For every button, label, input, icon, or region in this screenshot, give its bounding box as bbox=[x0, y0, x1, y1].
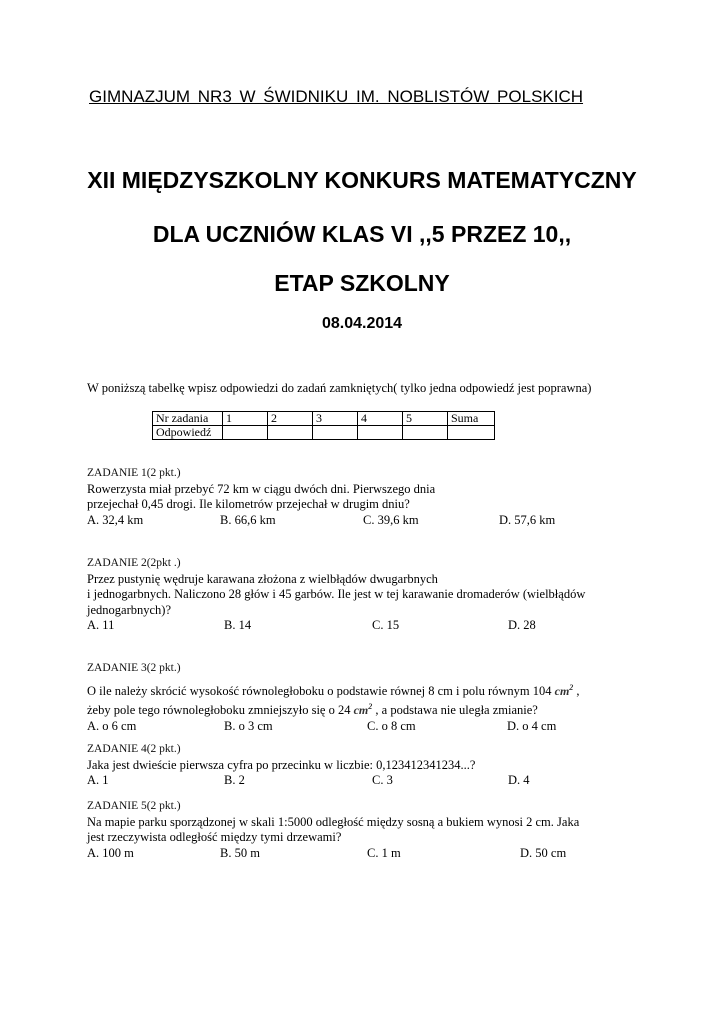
table-row bbox=[153, 426, 495, 440]
sum-cell[interactable] bbox=[448, 426, 495, 440]
answer-cell[interactable] bbox=[403, 426, 448, 440]
answer-cell[interactable] bbox=[358, 426, 403, 440]
option-b: B. 14 bbox=[224, 618, 252, 632]
unit-exponent: 2 bbox=[569, 682, 574, 692]
task-text-line: jest rzeczywista odległość między tymi drzewami? bbox=[87, 830, 342, 844]
task-number-cell: 1 bbox=[223, 412, 268, 426]
task-text-line: przejechał 0,45 drogi. Ile kilometrów przejechał w drugim dniu? bbox=[87, 497, 410, 511]
task-1 bbox=[87, 466, 647, 528]
task-number-cell: 5 bbox=[403, 412, 448, 426]
task-header: ZADANIE 5(2 pkt.) bbox=[87, 800, 181, 812]
task-header: ZADANIE 2(2pkt .) bbox=[87, 557, 181, 569]
unit-text: cm bbox=[353, 703, 369, 717]
task-header: ZADANIE 1(2 pkt.) bbox=[87, 467, 181, 479]
sum-header-cell: Suma bbox=[448, 412, 495, 426]
option-b: B. 66,6 km bbox=[220, 512, 276, 527]
answer-options bbox=[87, 846, 647, 862]
task-text-line: Rowerzysta miał przebyć 72 km w ciągu dwóch dni. Pierwszego dnia bbox=[87, 481, 436, 496]
task-text-line bbox=[87, 699, 647, 719]
option-c: C. 15 bbox=[372, 618, 400, 632]
task-text-line bbox=[87, 680, 647, 700]
task-text: , a podstawa nie uległa zmianie? bbox=[372, 703, 538, 717]
option-d: D. o 4 cm bbox=[507, 718, 557, 733]
answer-options bbox=[87, 618, 647, 634]
contest-title: XII MIĘDZYSZKOLNY KONKURS MATEMATYCZNY bbox=[87, 167, 637, 193]
answer-options bbox=[87, 773, 647, 789]
task-header: ZADANIE 4(2 pkt.) bbox=[87, 743, 181, 755]
contest-subtitle: DLA UCZNIÓW KLAS VI ,,5 PRZEZ 10,, bbox=[152, 221, 572, 247]
task-2 bbox=[87, 556, 647, 634]
task-text-line: jednogarbnych)? bbox=[87, 602, 171, 617]
task-4 bbox=[87, 742, 647, 789]
option-a: A. 1 bbox=[87, 773, 109, 787]
table-header-cell: Nr zadania bbox=[153, 412, 223, 426]
unit-cm2 bbox=[354, 703, 373, 717]
task-number-cell: 2 bbox=[268, 412, 313, 426]
answer-cell[interactable] bbox=[223, 426, 268, 440]
task-text: O ile należy skrócić wysokość równoległoboku o podstawie równej 8 cm i polu równym 104 bbox=[87, 683, 555, 698]
school-name: GIMNAZJUM NR3 W ŚWIDNIKU IM. NOBLISTÓW POLSKICH bbox=[89, 87, 584, 106]
option-d: D. 4 bbox=[508, 773, 530, 787]
option-c: C. 1 m bbox=[367, 845, 401, 860]
unit-cm2 bbox=[555, 684, 574, 698]
contest-date: 08.04.2014 bbox=[321, 315, 403, 332]
option-b: B. 50 m bbox=[220, 845, 260, 860]
task-5 bbox=[87, 799, 647, 861]
option-a: A. 11 bbox=[87, 618, 115, 632]
task-number-cell: 4 bbox=[358, 412, 403, 426]
task-number-cell: 3 bbox=[313, 412, 358, 426]
answer-table bbox=[152, 411, 495, 440]
task-text: , bbox=[573, 683, 580, 698]
option-a: A. 100 m bbox=[87, 845, 134, 860]
answer-cell[interactable] bbox=[268, 426, 313, 440]
answer-cell[interactable] bbox=[313, 426, 358, 440]
option-c: C. 39,6 km bbox=[363, 512, 419, 527]
option-b: B. 2 bbox=[224, 773, 245, 787]
option-a: A. o 6 cm bbox=[87, 718, 137, 733]
answer-options bbox=[87, 719, 647, 735]
unit-exponent: 2 bbox=[368, 702, 373, 711]
answer-row-label: Odpowiedź bbox=[153, 426, 223, 440]
stage-title: ETAP SZKOLNY bbox=[274, 270, 450, 296]
task-text-line: i jednogarbnych. Naliczono 28 głów i 45 garbów. Ile jest w tej karawanie dromaderów (wielbłądów bbox=[87, 587, 586, 601]
instructions: W poniższą tabelkę wpisz odpowiedzi do zadań zamkniętych( tylko jedna odpowiedź jest poprawna) bbox=[87, 381, 592, 395]
option-d: D. 57,6 km bbox=[499, 512, 556, 527]
task-text-line: Przez pustynię wędruje karawana złożona z wielbłądów dwugarbnych bbox=[87, 571, 438, 586]
task-3 bbox=[87, 661, 647, 734]
task-text-line: Jaka jest dwieście pierwsza cyfra po przecinku w liczbie: 0,123412341234...? bbox=[87, 757, 476, 772]
task-text: żeby pole tego równoległoboku zmniejszyło się o 24 bbox=[87, 703, 354, 717]
option-b: B. o 3 cm bbox=[224, 718, 273, 733]
option-d: D. 28 bbox=[508, 618, 536, 632]
answer-options bbox=[87, 513, 647, 529]
option-c: C. 3 bbox=[372, 773, 393, 787]
task-header: ZADANIE 3(2 pkt.) bbox=[87, 662, 181, 674]
option-a: A. 32,4 km bbox=[87, 512, 144, 527]
unit-text: cm bbox=[554, 683, 570, 698]
option-d: D. 50 cm bbox=[520, 845, 567, 860]
option-c: C. o 8 cm bbox=[367, 718, 416, 733]
table-row bbox=[153, 412, 495, 426]
task-text-line: Na mapie parku sporządzonej w skali 1:5000 odległość między sosną a bukiem wynosi 2 cm. Jaka bbox=[87, 814, 580, 829]
